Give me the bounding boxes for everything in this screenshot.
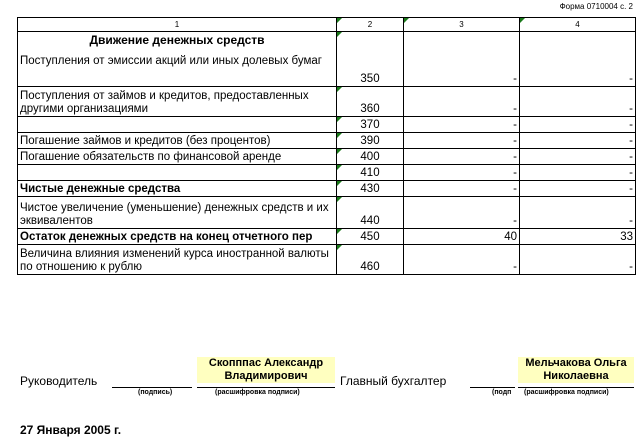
accountant-decoding-hint: (расшифровка подписи) — [524, 389, 609, 396]
accountant-signature-line — [470, 387, 515, 388]
table-row — [18, 32, 636, 87]
row-code[interactable]: 400 — [337, 149, 404, 165]
row-value-current[interactable]: 40 — [404, 229, 520, 245]
row-label: Погашение обязательств по финансовой аренде — [18, 149, 337, 165]
chief-accountant-name[interactable]: Мельчакова Ольга Николаевна — [518, 357, 634, 383]
table-row — [18, 87, 636, 117]
column-header-row — [18, 18, 636, 32]
form-reference: Форма 0710004 с. 2 — [559, 2, 633, 11]
section-title: Движение денежных средств — [89, 33, 265, 47]
row-value-current[interactable]: - — [404, 181, 520, 197]
row-value-current[interactable]: - — [404, 165, 520, 181]
row-value-current[interactable]: - — [404, 149, 520, 165]
row-code[interactable]: 410 — [337, 165, 404, 181]
column-header-2: 2 — [337, 18, 404, 32]
head-signature-line — [112, 387, 192, 388]
head-signature-hint: (подпись) — [138, 389, 173, 396]
row-code[interactable]: 360 — [337, 87, 404, 117]
row-code[interactable]: 440 — [337, 197, 404, 229]
row-label: Чистое увеличение (уменьшение) денежных средств и их эквивалентов — [18, 197, 337, 229]
row-value-current[interactable]: - — [404, 197, 520, 229]
table-row — [18, 229, 636, 245]
accountant-signature-hint: (подп — [492, 389, 512, 396]
row-code[interactable]: 460 — [337, 245, 404, 275]
row-code[interactable]: 350 — [337, 32, 404, 87]
row-value-current[interactable]: - — [404, 87, 520, 117]
row-value-previous[interactable]: - — [520, 32, 636, 87]
table-row — [18, 197, 636, 229]
table-row — [18, 245, 636, 275]
table-row — [18, 133, 636, 149]
table-row — [18, 181, 636, 197]
row-code[interactable]: 450 — [337, 229, 404, 245]
row-code[interactable]: 430 — [337, 181, 404, 197]
table-row — [18, 117, 636, 133]
row-value-current[interactable]: - — [404, 32, 520, 87]
row-code[interactable]: 390 — [337, 133, 404, 149]
row-value-previous[interactable]: - — [520, 245, 636, 275]
report-date: 27 Января 2005 г. — [20, 423, 122, 437]
row-value-previous[interactable]: - — [520, 117, 636, 133]
table-row — [18, 165, 636, 181]
row-label: Погашение займов и кредитов (без процентов) — [18, 133, 337, 149]
row-label: Поступления от займов и кредитов, предоставленных другими организациями — [18, 87, 337, 117]
row-value-previous[interactable]: - — [520, 197, 636, 229]
column-header-4: 4 — [520, 18, 636, 32]
row-value-previous[interactable]: 33 — [520, 229, 636, 245]
column-header-3: 3 — [404, 18, 520, 32]
row-label: Остаток денежных средств на конец отчетного пер — [18, 229, 337, 245]
row-value-current[interactable]: - — [404, 245, 520, 275]
cash-flow-table — [17, 17, 636, 275]
row-value-previous[interactable]: - — [520, 87, 636, 117]
head-name[interactable]: Скопппас Александр Владимирович — [197, 357, 335, 383]
row-value-previous[interactable]: - — [520, 149, 636, 165]
table-row — [18, 149, 636, 165]
column-header-1: 1 — [18, 18, 337, 32]
row-value-previous[interactable]: - — [520, 165, 636, 181]
accountant-decoding-line — [518, 387, 634, 388]
row-label — [18, 165, 337, 181]
head-decoding-line — [197, 387, 335, 388]
row-code[interactable]: 370 — [337, 117, 404, 133]
row-value-current[interactable]: - — [404, 117, 520, 133]
head-label: Руководитель — [20, 374, 98, 388]
row-label — [18, 117, 337, 133]
row-label: Чистые денежные средства — [18, 181, 337, 197]
row-value-previous[interactable]: - — [520, 133, 636, 149]
row-label: Поступления от эмиссии акций или иных долевых бумаг — [20, 55, 322, 67]
row-value-previous[interactable]: - — [520, 181, 636, 197]
head-decoding-hint: (расшифровка подписи) — [215, 389, 300, 396]
row-value-current[interactable]: - — [404, 133, 520, 149]
chief-accountant-label: Главный бухгалтер — [340, 374, 447, 388]
row-label: Величина влияния изменений курса иностранной валюты по отношению к рублю — [18, 245, 337, 275]
